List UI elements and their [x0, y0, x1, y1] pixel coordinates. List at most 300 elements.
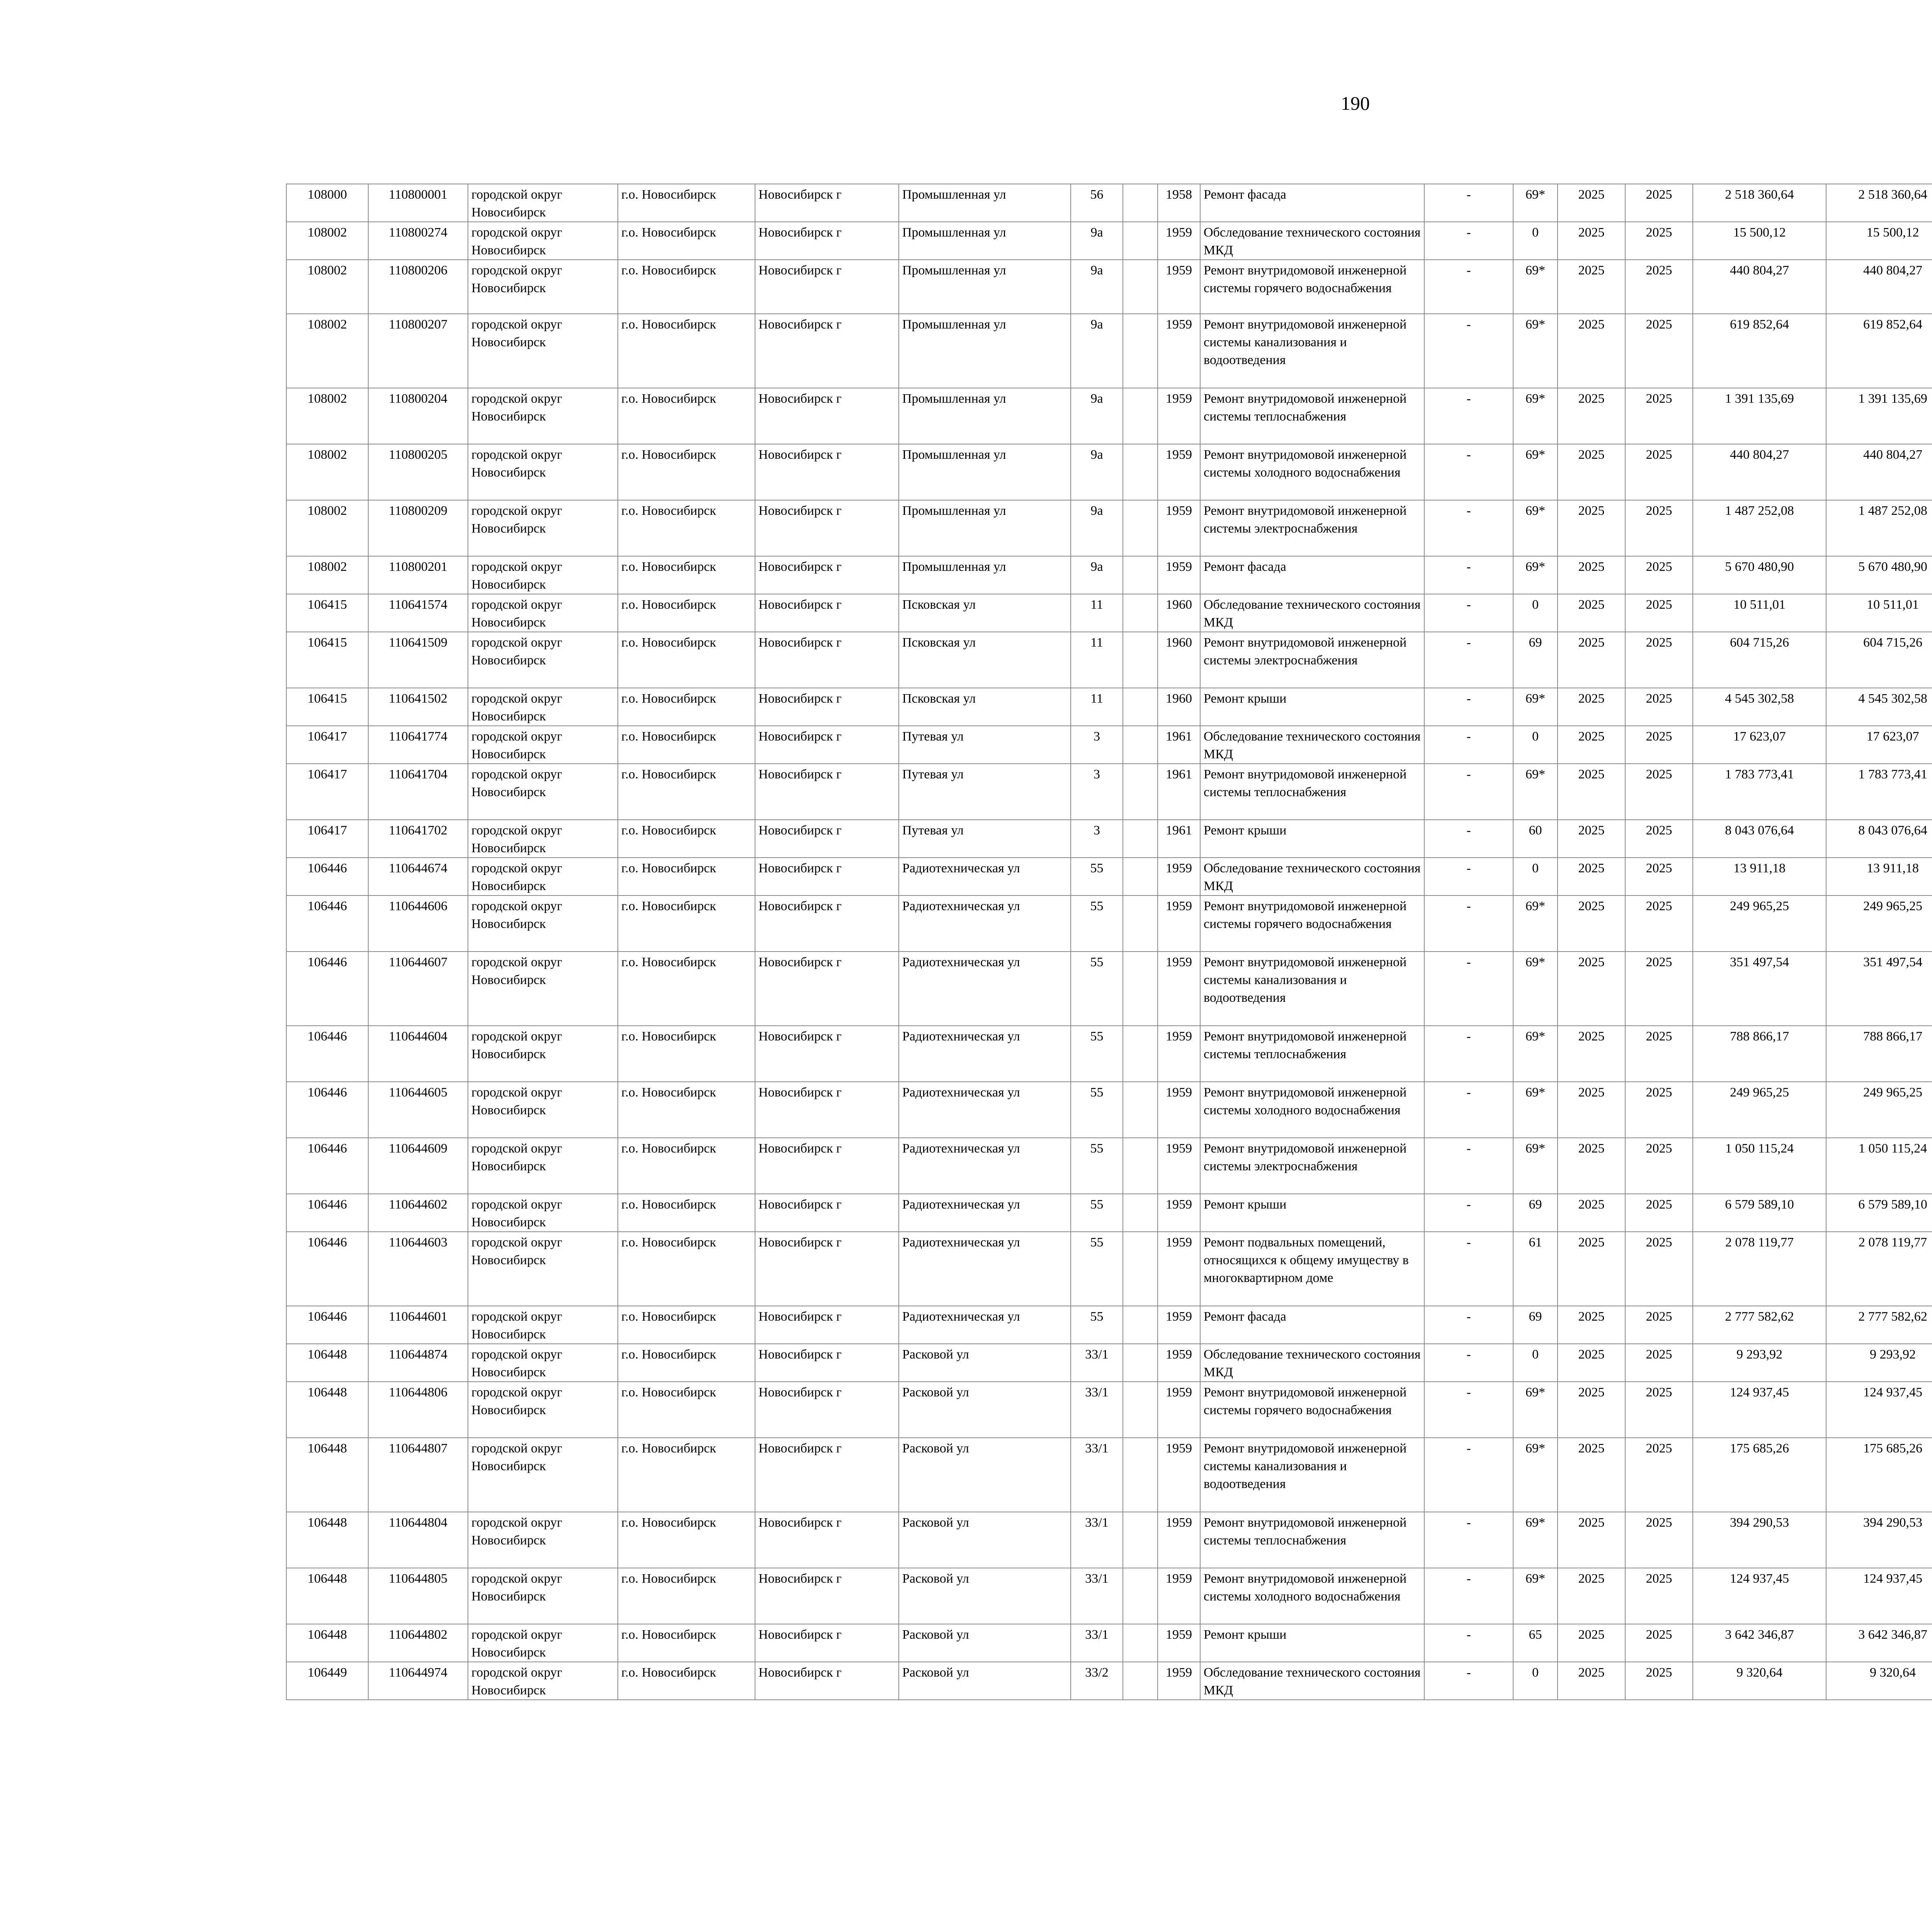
wear-cell: 69*: [1513, 1082, 1558, 1138]
street-cell: Промышленная ул: [899, 444, 1071, 500]
year-start-cell: 2025: [1558, 764, 1625, 820]
year-cell: 1961: [1158, 820, 1200, 858]
mo-cell: г.о. Новосибирск: [618, 594, 755, 632]
work-type-cell: Ремонт внутридомовой инженерной системы электроснабжения: [1200, 500, 1424, 556]
year-end-cell: 2025: [1625, 556, 1693, 594]
fund-cost-cell: 17 623,07: [1826, 726, 1932, 764]
okrug-cell: городской округ Новосибирск: [468, 1568, 618, 1624]
okrug-cell: городской округ Новосибирск: [468, 1382, 618, 1438]
wear-cell: 69*: [1513, 500, 1558, 556]
work-type-cell: Ремонт внутридомовой инженерной системы горячего водоснабжения: [1200, 896, 1424, 952]
year-start-cell: 2025: [1558, 1138, 1625, 1194]
work-type-cell: Обследование технического состояния МКД: [1200, 858, 1424, 896]
table-body: [286, 184, 1932, 1700]
wear-cell: 0: [1513, 594, 1558, 632]
blank-cell: [1123, 1344, 1158, 1382]
fund-cost-cell: 2 777 582,62: [1826, 1306, 1932, 1344]
city-cell: Новосибирск г: [755, 1662, 899, 1700]
code-cell: 110644802: [368, 1624, 468, 1662]
wear-cell: 60: [1513, 820, 1558, 858]
work-type-cell: Ремонт внутридомовой инженерной системы канализования и водоотведения: [1200, 952, 1424, 1026]
house-cell: 56: [1071, 184, 1123, 222]
work-type-cell: Ремонт внутридомовой инженерной системы электроснабжения: [1200, 1138, 1424, 1194]
mo-cell: г.о. Новосибирск: [618, 444, 755, 500]
id-cell: 106446: [286, 1138, 368, 1194]
blank-cell: [1123, 1568, 1158, 1624]
street-cell: Псковская ул: [899, 632, 1071, 688]
house-cell: 3: [1071, 726, 1123, 764]
code-cell: 110641509: [368, 632, 468, 688]
table-row: [286, 1194, 1932, 1232]
street-cell: Радиотехническая ул: [899, 896, 1071, 952]
street-cell: Радиотехническая ул: [899, 858, 1071, 896]
table-row: [286, 1026, 1932, 1082]
wear-cell: 0: [1513, 1662, 1558, 1700]
dash-cell: -: [1424, 952, 1513, 1026]
city-cell: Новосибирск г: [755, 1382, 899, 1438]
year-end-cell: 2025: [1625, 222, 1693, 260]
dash-cell: -: [1424, 556, 1513, 594]
wear-cell: 69*: [1513, 556, 1558, 594]
house-cell: 33/1: [1071, 1344, 1123, 1382]
blank-cell: [1123, 858, 1158, 896]
id-cell: 106446: [286, 1082, 368, 1138]
house-cell: 55: [1071, 1306, 1123, 1344]
okrug-cell: городской округ Новосибирск: [468, 1662, 618, 1700]
okrug-cell: городской округ Новосибирск: [468, 594, 618, 632]
dash-cell: -: [1424, 1306, 1513, 1344]
city-cell: Новосибирск г: [755, 1138, 899, 1194]
wear-cell: 69: [1513, 1306, 1558, 1344]
city-cell: Новосибирск г: [755, 184, 899, 222]
house-cell: 11: [1071, 632, 1123, 688]
year-cell: 1959: [1158, 1306, 1200, 1344]
id-cell: 106449: [286, 1662, 368, 1700]
year-end-cell: 2025: [1625, 1624, 1693, 1662]
year-cell: 1959: [1158, 896, 1200, 952]
city-cell: Новосибирск г: [755, 388, 899, 444]
fund-cost-cell: 2 078 119,77: [1826, 1232, 1932, 1306]
total-cost-cell: 2 518 360,64: [1693, 184, 1826, 222]
fund-cost-cell: 9 320,64: [1826, 1662, 1932, 1700]
okrug-cell: городской округ Новосибирск: [468, 1138, 618, 1194]
id-cell: 106415: [286, 688, 368, 726]
okrug-cell: городской округ Новосибирск: [468, 820, 618, 858]
city-cell: Новосибирск г: [755, 764, 899, 820]
code-cell: 110641574: [368, 594, 468, 632]
mo-cell: г.о. Новосибирск: [618, 1082, 755, 1138]
mo-cell: г.о. Новосибирск: [618, 632, 755, 688]
mo-cell: г.о. Новосибирск: [618, 1568, 755, 1624]
year-cell: 1959: [1158, 1194, 1200, 1232]
id-cell: 108002: [286, 260, 368, 314]
dash-cell: -: [1424, 1662, 1513, 1700]
year-end-cell: 2025: [1625, 500, 1693, 556]
year-start-cell: 2025: [1558, 1232, 1625, 1306]
work-type-cell: Ремонт подвальных помещений, относящихся к общему имуществу в многоквартирном доме: [1200, 1232, 1424, 1306]
id-cell: 106415: [286, 632, 368, 688]
okrug-cell: городской округ Новосибирск: [468, 222, 618, 260]
dash-cell: -: [1424, 222, 1513, 260]
okrug-cell: городской округ Новосибирск: [468, 1624, 618, 1662]
wear-cell: 0: [1513, 222, 1558, 260]
id-cell: 106446: [286, 1306, 368, 1344]
mo-cell: г.о. Новосибирск: [618, 1512, 755, 1568]
city-cell: Новосибирск г: [755, 1232, 899, 1306]
year-end-cell: 2025: [1625, 260, 1693, 314]
okrug-cell: городской округ Новосибирск: [468, 896, 618, 952]
fund-cost-cell: 440 804,27: [1826, 260, 1932, 314]
wear-cell: 69*: [1513, 1512, 1558, 1568]
fund-cost-cell: 249 965,25: [1826, 1082, 1932, 1138]
id-cell: 106446: [286, 1232, 368, 1306]
year-end-cell: 2025: [1625, 444, 1693, 500]
city-cell: Новосибирск г: [755, 260, 899, 314]
blank-cell: [1123, 260, 1158, 314]
okrug-cell: городской округ Новосибирск: [468, 1344, 618, 1382]
city-cell: Новосибирск г: [755, 1512, 899, 1568]
year-cell: 1959: [1158, 1568, 1200, 1624]
fund-cost-cell: 3 642 346,87: [1826, 1624, 1932, 1662]
city-cell: Новосибирск г: [755, 1306, 899, 1344]
total-cost-cell: 604 715,26: [1693, 632, 1826, 688]
fund-cost-cell: 124 937,45: [1826, 1568, 1932, 1624]
dash-cell: -: [1424, 632, 1513, 688]
dash-cell: -: [1424, 444, 1513, 500]
table-row: [286, 594, 1932, 632]
blank-cell: [1123, 820, 1158, 858]
city-cell: Новосибирск г: [755, 632, 899, 688]
blank-cell: [1123, 388, 1158, 444]
mo-cell: г.о. Новосибирск: [618, 952, 755, 1026]
blank-cell: [1123, 1306, 1158, 1344]
year-cell: 1960: [1158, 688, 1200, 726]
table-row: [286, 820, 1932, 858]
dash-cell: -: [1424, 1382, 1513, 1438]
street-cell: Радиотехническая ул: [899, 1082, 1071, 1138]
year-cell: 1959: [1158, 1438, 1200, 1512]
blank-cell: [1123, 500, 1158, 556]
wear-cell: 69*: [1513, 1438, 1558, 1512]
street-cell: Радиотехническая ул: [899, 1232, 1071, 1306]
year-end-cell: 2025: [1625, 820, 1693, 858]
wear-cell: 69*: [1513, 184, 1558, 222]
work-type-cell: Ремонт внутридомовой инженерной системы теплоснабжения: [1200, 764, 1424, 820]
id-cell: 106448: [286, 1568, 368, 1624]
fund-cost-cell: 175 685,26: [1826, 1438, 1932, 1512]
wear-cell: 69*: [1513, 1568, 1558, 1624]
fund-cost-cell: 788 866,17: [1826, 1026, 1932, 1082]
blank-cell: [1123, 632, 1158, 688]
work-type-cell: Ремонт внутридомовой инженерной системы холодного водоснабжения: [1200, 1568, 1424, 1624]
blank-cell: [1123, 952, 1158, 1026]
total-cost-cell: 1 050 115,24: [1693, 1138, 1826, 1194]
city-cell: Новосибирск г: [755, 222, 899, 260]
total-cost-cell: 3 642 346,87: [1693, 1624, 1826, 1662]
code-cell: 110800204: [368, 388, 468, 444]
table-row: [286, 388, 1932, 444]
total-cost-cell: 619 852,64: [1693, 314, 1826, 388]
year-start-cell: 2025: [1558, 896, 1625, 952]
wear-cell: 69*: [1513, 444, 1558, 500]
year-end-cell: 2025: [1625, 896, 1693, 952]
okrug-cell: городской округ Новосибирск: [468, 314, 618, 388]
blank-cell: [1123, 1138, 1158, 1194]
mo-cell: г.о. Новосибирск: [618, 1306, 755, 1344]
wear-cell: 69*: [1513, 260, 1558, 314]
year-start-cell: 2025: [1558, 500, 1625, 556]
code-cell: 110800274: [368, 222, 468, 260]
work-type-cell: Ремонт крыши: [1200, 820, 1424, 858]
fund-cost-cell: 10 511,01: [1826, 594, 1932, 632]
year-cell: 1959: [1158, 1382, 1200, 1438]
house-cell: 55: [1071, 1082, 1123, 1138]
year-end-cell: 2025: [1625, 1232, 1693, 1306]
table-row: [286, 1438, 1932, 1512]
work-type-cell: Ремонт внутридомовой инженерной системы теплоснабжения: [1200, 1026, 1424, 1082]
city-cell: Новосибирск г: [755, 1568, 899, 1624]
mo-cell: г.о. Новосибирск: [618, 1662, 755, 1700]
year-end-cell: 2025: [1625, 1382, 1693, 1438]
year-cell: 1959: [1158, 222, 1200, 260]
city-cell: Новосибирск г: [755, 314, 899, 388]
dash-cell: -: [1424, 726, 1513, 764]
dash-cell: -: [1424, 260, 1513, 314]
work-type-cell: Ремонт внутридомовой инженерной системы теплоснабжения: [1200, 388, 1424, 444]
house-cell: 9а: [1071, 260, 1123, 314]
table-row: [286, 764, 1932, 820]
city-cell: Новосибирск г: [755, 556, 899, 594]
blank-cell: [1123, 1082, 1158, 1138]
total-cost-cell: 788 866,17: [1693, 1026, 1826, 1082]
fund-cost-cell: 2 518 360,64: [1826, 184, 1932, 222]
year-start-cell: 2025: [1558, 1344, 1625, 1382]
mo-cell: г.о. Новосибирск: [618, 1438, 755, 1512]
year-start-cell: 2025: [1558, 1568, 1625, 1624]
year-cell: 1959: [1158, 1512, 1200, 1568]
id-cell: 108002: [286, 388, 368, 444]
city-cell: Новосибирск г: [755, 444, 899, 500]
table-row: [286, 260, 1932, 314]
wear-cell: 0: [1513, 726, 1558, 764]
city-cell: Новосибирск г: [755, 1438, 899, 1512]
work-type-cell: Ремонт внутридомовой инженерной системы канализования и водоотведения: [1200, 1438, 1424, 1512]
house-cell: 11: [1071, 688, 1123, 726]
city-cell: Новосибирск г: [755, 1194, 899, 1232]
house-cell: 3: [1071, 820, 1123, 858]
dash-cell: -: [1424, 688, 1513, 726]
year-end-cell: 2025: [1625, 184, 1693, 222]
table-row: [286, 952, 1932, 1026]
dash-cell: -: [1424, 1026, 1513, 1082]
okrug-cell: городской округ Новосибирск: [468, 688, 618, 726]
dash-cell: -: [1424, 388, 1513, 444]
id-cell: 108002: [286, 556, 368, 594]
city-cell: Новосибирск г: [755, 726, 899, 764]
year-cell: 1961: [1158, 726, 1200, 764]
city-cell: Новосибирск г: [755, 688, 899, 726]
fund-cost-cell: 8 043 076,64: [1826, 820, 1932, 858]
city-cell: Новосибирск г: [755, 896, 899, 952]
wear-cell: 69: [1513, 632, 1558, 688]
mo-cell: г.о. Новосибирск: [618, 314, 755, 388]
blank-cell: [1123, 688, 1158, 726]
year-start-cell: 2025: [1558, 632, 1625, 688]
dash-cell: -: [1424, 1568, 1513, 1624]
code-cell: 110644806: [368, 1382, 468, 1438]
total-cost-cell: 9 320,64: [1693, 1662, 1826, 1700]
year-end-cell: 2025: [1625, 1662, 1693, 1700]
fund-cost-cell: 1 783 773,41: [1826, 764, 1932, 820]
table-row: [286, 184, 1932, 222]
street-cell: Промышленная ул: [899, 314, 1071, 388]
year-cell: 1959: [1158, 1232, 1200, 1306]
house-cell: 33/1: [1071, 1438, 1123, 1512]
year-cell: 1959: [1158, 1082, 1200, 1138]
city-cell: Новосибирск г: [755, 500, 899, 556]
year-end-cell: 2025: [1625, 388, 1693, 444]
mo-cell: г.о. Новосибирск: [618, 184, 755, 222]
id-cell: 106448: [286, 1624, 368, 1662]
code-cell: 110800207: [368, 314, 468, 388]
street-cell: Путевая ул: [899, 726, 1071, 764]
table-row: [286, 1662, 1932, 1700]
work-type-cell: Обследование технического состояния МКД: [1200, 1344, 1424, 1382]
table-row: [286, 1344, 1932, 1382]
wear-cell: 69*: [1513, 688, 1558, 726]
house-cell: 9а: [1071, 556, 1123, 594]
work-type-cell: Ремонт крыши: [1200, 688, 1424, 726]
total-cost-cell: 1 487 252,08: [1693, 500, 1826, 556]
mo-cell: г.о. Новосибирск: [618, 1026, 755, 1082]
wear-cell: 69*: [1513, 314, 1558, 388]
code-cell: 110800205: [368, 444, 468, 500]
mo-cell: г.о. Новосибирск: [618, 260, 755, 314]
work-type-cell: Обследование технического состояния МКД: [1200, 1662, 1424, 1700]
dash-cell: -: [1424, 896, 1513, 952]
work-type-cell: Ремонт крыши: [1200, 1624, 1424, 1662]
total-cost-cell: 351 497,54: [1693, 952, 1826, 1026]
code-cell: 110644606: [368, 896, 468, 952]
year-end-cell: 2025: [1625, 1306, 1693, 1344]
id-cell: 108002: [286, 222, 368, 260]
blank-cell: [1123, 184, 1158, 222]
year-cell: 1959: [1158, 444, 1200, 500]
fund-cost-cell: 1 487 252,08: [1826, 500, 1932, 556]
year-start-cell: 2025: [1558, 1662, 1625, 1700]
code-cell: 110800206: [368, 260, 468, 314]
code-cell: 110800001: [368, 184, 468, 222]
dash-cell: -: [1424, 500, 1513, 556]
id-cell: 106417: [286, 764, 368, 820]
table-row: [286, 726, 1932, 764]
table-row: [286, 632, 1932, 688]
total-cost-cell: 440 804,27: [1693, 260, 1826, 314]
mo-cell: г.о. Новосибирск: [618, 1138, 755, 1194]
year-start-cell: 2025: [1558, 1306, 1625, 1344]
house-cell: 9а: [1071, 500, 1123, 556]
year-start-cell: 2025: [1558, 1512, 1625, 1568]
id-cell: 106415: [286, 594, 368, 632]
mo-cell: г.о. Новосибирск: [618, 1624, 755, 1662]
blank-cell: [1123, 314, 1158, 388]
code-cell: 110644603: [368, 1232, 468, 1306]
work-type-cell: Обследование технического состояния МКД: [1200, 222, 1424, 260]
year-start-cell: 2025: [1558, 1026, 1625, 1082]
code-cell: 110641704: [368, 764, 468, 820]
year-cell: 1959: [1158, 500, 1200, 556]
year-end-cell: 2025: [1625, 1512, 1693, 1568]
year-cell: 1959: [1158, 556, 1200, 594]
wear-cell: 69*: [1513, 1382, 1558, 1438]
dash-cell: -: [1424, 1624, 1513, 1662]
year-cell: 1959: [1158, 1344, 1200, 1382]
street-cell: Радиотехническая ул: [899, 1026, 1071, 1082]
year-start-cell: 2025: [1558, 1382, 1625, 1438]
okrug-cell: городской округ Новосибирск: [468, 388, 618, 444]
code-cell: 110641702: [368, 820, 468, 858]
fund-cost-cell: 351 497,54: [1826, 952, 1932, 1026]
okrug-cell: городской округ Новосибирск: [468, 726, 618, 764]
year-start-cell: 2025: [1558, 726, 1625, 764]
mo-cell: г.о. Новосибирск: [618, 858, 755, 896]
wear-cell: 61: [1513, 1232, 1558, 1306]
blank-cell: [1123, 1194, 1158, 1232]
code-cell: 110644805: [368, 1568, 468, 1624]
total-cost-cell: 175 685,26: [1693, 1438, 1826, 1512]
year-cell: 1959: [1158, 1138, 1200, 1194]
mo-cell: г.о. Новосибирск: [618, 500, 755, 556]
house-cell: 9а: [1071, 222, 1123, 260]
street-cell: Псковская ул: [899, 594, 1071, 632]
okrug-cell: городской округ Новосибирск: [468, 556, 618, 594]
street-cell: Псковская ул: [899, 688, 1071, 726]
table-row: [286, 1512, 1932, 1568]
table-row: [286, 444, 1932, 500]
house-cell: 3: [1071, 764, 1123, 820]
year-end-cell: 2025: [1625, 858, 1693, 896]
house-cell: 55: [1071, 952, 1123, 1026]
fund-cost-cell: 5 670 480,90: [1826, 556, 1932, 594]
blank-cell: [1123, 222, 1158, 260]
street-cell: Радиотехническая ул: [899, 1306, 1071, 1344]
year-start-cell: 2025: [1558, 388, 1625, 444]
year-cell: 1959: [1158, 388, 1200, 444]
blank-cell: [1123, 726, 1158, 764]
total-cost-cell: 2 777 582,62: [1693, 1306, 1826, 1344]
work-type-cell: Ремонт фасада: [1200, 1306, 1424, 1344]
id-cell: 106448: [286, 1512, 368, 1568]
code-cell: 110644804: [368, 1512, 468, 1568]
house-cell: 9а: [1071, 388, 1123, 444]
year-end-cell: 2025: [1625, 314, 1693, 388]
year-cell: 1959: [1158, 952, 1200, 1026]
street-cell: Промышленная ул: [899, 556, 1071, 594]
wear-cell: 0: [1513, 1344, 1558, 1382]
work-type-cell: Ремонт внутридомовой инженерной системы горячего водоснабжения: [1200, 1382, 1424, 1438]
okrug-cell: городской округ Новосибирск: [468, 1026, 618, 1082]
dash-cell: -: [1424, 1194, 1513, 1232]
dash-cell: -: [1424, 1512, 1513, 1568]
capital-repair-table: [286, 184, 1932, 1700]
street-cell: Расковой ул: [899, 1438, 1071, 1512]
mo-cell: г.о. Новосибирск: [618, 1382, 755, 1438]
work-type-cell: Ремонт фасада: [1200, 556, 1424, 594]
fund-cost-cell: 249 965,25: [1826, 896, 1932, 952]
fund-cost-cell: 6 579 589,10: [1826, 1194, 1932, 1232]
total-cost-cell: 8 043 076,64: [1693, 820, 1826, 858]
blank-cell: [1123, 1662, 1158, 1700]
